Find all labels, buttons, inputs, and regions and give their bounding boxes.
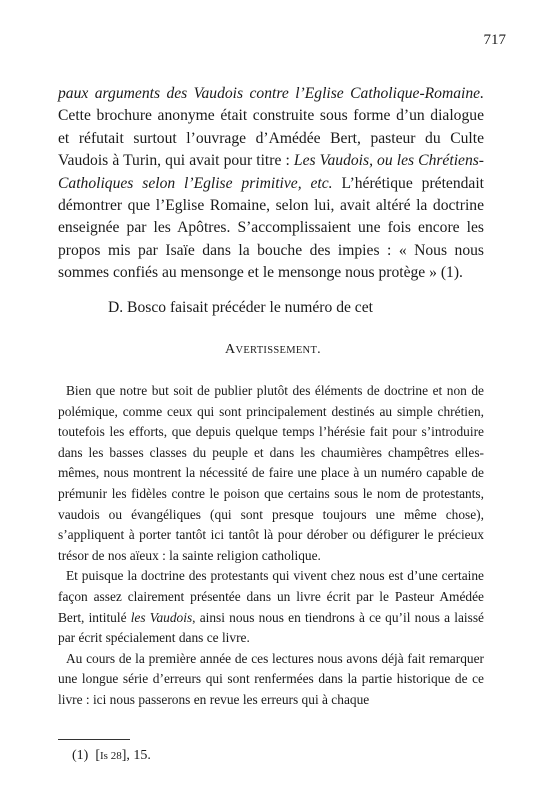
body-paragraph: Au cours de la première année de ces lectures nous avons déjà fait remarquer une longue série d’erreurs qui sont renfermées dans la partie historique de ce livre : ici nous passerons en revue les erreurs qui à chaque — [58, 650, 484, 707]
footnote-bracket-open: [ — [95, 748, 100, 763]
text-segment: L’hérétique prétendait démontrer que l’Eglise Romaine, selon lui, avait altéré la doctrine enseignée par les Apôtres. S’accomplissaient une fois encore les propos mis par Isaïe dans la bouche des impies : « Nous nous sommes confiés au mensonge et le mensonge nous protège » (1). — [58, 174, 484, 282]
text-segment: Cette brochure anonyme était construite sous forme d’un dialogue et réfutait surtout l’ouvrage d’Amédée Bert, pasteur du Culte Vaudois à Turin, qui avait pour titre : — [58, 107, 484, 170]
section-heading — [0, 342, 546, 358]
body-paragraph — [58, 566, 484, 648]
footnote-book-abbr: Is — [100, 750, 108, 762]
avertissement-text — [58, 381, 484, 711]
book-title: Les Vaudois, ou les Chrétiens-Catholiques selon l’Eglise primitive, etc. — [58, 152, 485, 192]
main-text — [58, 83, 484, 285]
heading-smallcaps: VERTISSEMENT — [235, 345, 318, 356]
paragraph-continued — [58, 83, 484, 285]
footnote-number: (1) — [72, 748, 89, 763]
heading-period: . — [317, 342, 321, 357]
footnote — [72, 748, 151, 764]
footnote-rule — [58, 739, 130, 740]
footnote-bracket-close: ] — [121, 748, 127, 763]
footnote-chapter: 28 — [107, 750, 122, 762]
intro-line: D. Bosco faisait précéder le numéro de cet — [108, 299, 373, 316]
text-segment: , ainsi nous nous en tiendrons à ce qu’il nous a laissé par écrit spécialement dans ce livre. — [58, 609, 484, 646]
heading-initial: A — [225, 342, 236, 357]
body-paragraph: Bien que notre but soit de publier plutôt des éléments de doctrine et non de polémique, comme ceux qui sont principalement destinés au simple chrétien, toutefois les efforts, que depuis quelque temps l’hérésie fait pour s’introduire dans les basses classes du peuple et dans les chaumières champêtres elles-mêmes, nous montrent la nécessité de faire une place à un numéro capable de prémunir les fidèles contre le poison que certains sous le nom de protestants, vaudois ou évangéliques (qui sont presque toujours une même chose), s’appliquent à porter tantôt ici tantôt là pour dérober ou défigurer le précieux trésor de nos aïeux : la sainte religion catholique. — [58, 383, 484, 563]
italic-segment: paux arguments des Vaudois contre l’Eglise Catholique-Romaine. — [58, 85, 484, 102]
text-segment: Et puisque la doctrine des protestants qui vivent chez nous est d’une certaine façon assez clairement présentée dans un livre écrit par le Pasteur Amédée Bert, intitulé — [58, 568, 484, 625]
page-number: 717 — [483, 32, 506, 48]
book-title: les Vaudois — [130, 609, 193, 625]
footnote-verse: , 15. — [126, 748, 151, 763]
